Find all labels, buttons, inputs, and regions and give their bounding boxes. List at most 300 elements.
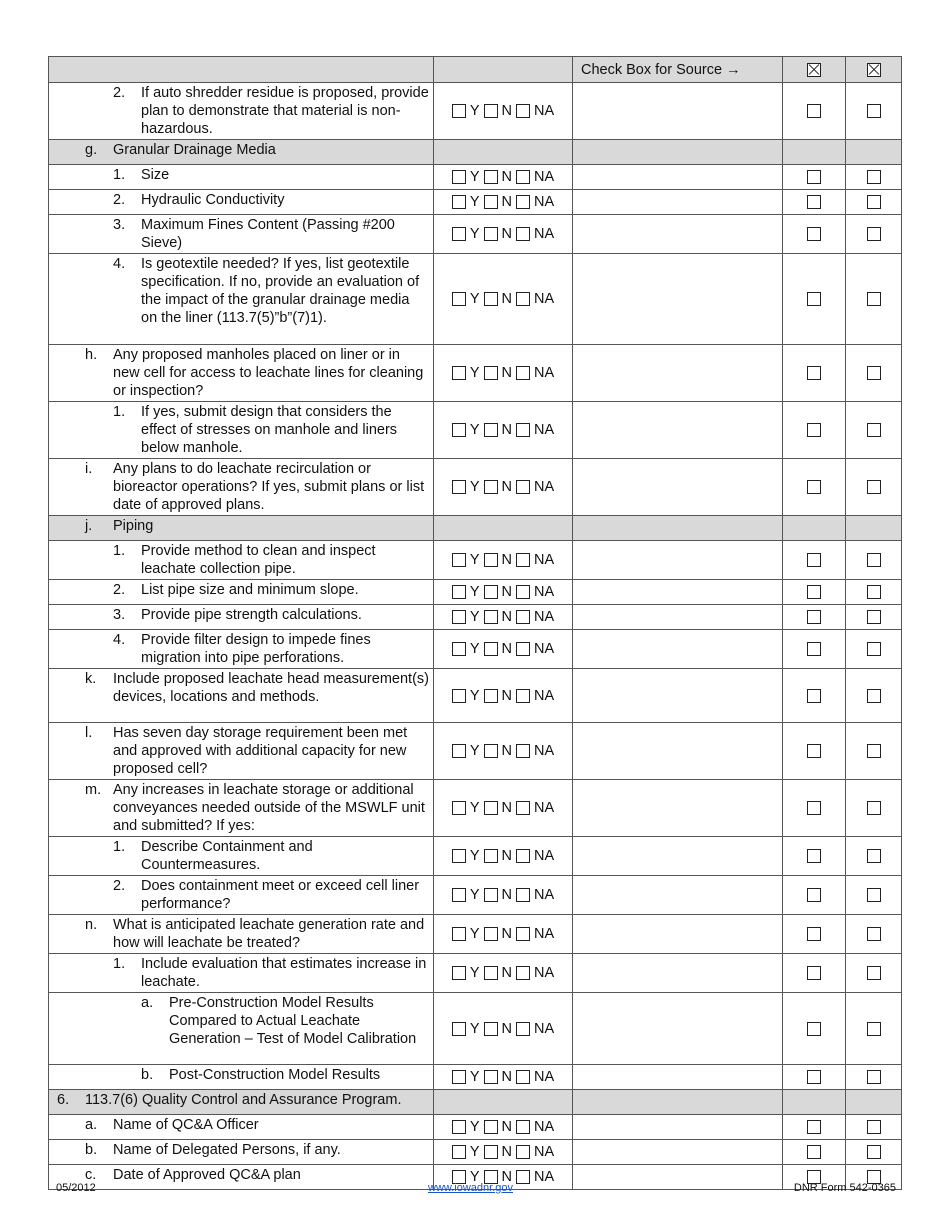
- source-notes-cell[interactable]: [573, 1165, 783, 1190]
- ynna-group: [434, 1069, 572, 1085]
- na-label: NA: [534, 609, 555, 625]
- na-checkbox[interactable]: [516, 480, 530, 494]
- source-check-cell-1: [783, 165, 846, 190]
- na-checkbox[interactable]: [516, 927, 530, 941]
- item-text-block: [49, 993, 433, 1049]
- source-checkbox-1[interactable]: [807, 292, 821, 306]
- item-description: [49, 605, 434, 630]
- item-text: Name of Delegated Persons, if any.: [113, 1142, 341, 1158]
- form-row: [49, 140, 902, 165]
- item-description: [49, 993, 434, 1065]
- source-notes-cell[interactable]: [573, 630, 783, 669]
- source-checkbox-2[interactable]: [867, 423, 881, 437]
- item-number: j.: [85, 518, 93, 534]
- na-label: NA: [534, 743, 555, 759]
- source-notes-cell[interactable]: [573, 345, 783, 402]
- item-text: Name of QC&A Officer: [113, 1117, 259, 1133]
- na-label: NA: [534, 1119, 555, 1135]
- item-description: [49, 915, 434, 954]
- source-checkbox-1[interactable]: [807, 104, 821, 118]
- source-check-cell-2: [846, 1115, 902, 1140]
- no-label: N: [501, 226, 512, 242]
- source-checkbox-1[interactable]: [807, 1022, 821, 1036]
- item-text: Any proposed manholes placed on liner or in new cell for access to leachate lines for cleaning or inspection?: [113, 347, 424, 399]
- form-row: [49, 190, 902, 215]
- na-checkbox[interactable]: [516, 1120, 530, 1134]
- source-notes-cell[interactable]: [573, 459, 783, 516]
- na-checkbox[interactable]: [516, 689, 530, 703]
- source-checkbox-1[interactable]: [807, 553, 821, 567]
- source-checkbox-2[interactable]: [867, 966, 881, 980]
- ynna-cell: [434, 1140, 573, 1165]
- source-check-cell-1: [783, 780, 846, 837]
- source-notes-cell[interactable]: [573, 993, 783, 1065]
- na-checkbox[interactable]: [516, 292, 530, 306]
- source-notes-cell[interactable]: [573, 954, 783, 993]
- form-row: [49, 402, 902, 459]
- source-checkbox-2[interactable]: [867, 195, 881, 209]
- no-label: N: [501, 291, 512, 307]
- ynna-cell: [434, 541, 573, 580]
- source-checkbox-1[interactable]: [807, 195, 821, 209]
- source-check-cell-1: [783, 915, 846, 954]
- no-checkbox[interactable]: [484, 888, 498, 902]
- footer-link[interactable]: www.iowadnr.gov: [428, 1182, 513, 1194]
- yes-checkbox[interactable]: [452, 292, 466, 306]
- source-checkbox-1[interactable]: [807, 1070, 821, 1084]
- item-text-block: [49, 876, 433, 914]
- yes-checkbox[interactable]: [452, 927, 466, 941]
- item-description: [49, 83, 434, 140]
- na-label: NA: [534, 965, 555, 981]
- no-checkbox[interactable]: [484, 849, 498, 863]
- source-check-cell-1: [783, 402, 846, 459]
- yes-checkbox[interactable]: [452, 227, 466, 241]
- item-text: If auto shredder residue is proposed, provide plan to demonstrate that material is non-hazardous.: [141, 85, 429, 137]
- source-checkbox-1[interactable]: [807, 1145, 821, 1159]
- source-notes-cell: [573, 1090, 783, 1115]
- no-checkbox[interactable]: [484, 292, 498, 306]
- no-checkbox[interactable]: [484, 1145, 498, 1159]
- source-checkbox-1[interactable]: [807, 689, 821, 703]
- no-checkbox[interactable]: [484, 195, 498, 209]
- no-label: N: [501, 641, 512, 657]
- yes-checkbox[interactable]: [452, 801, 466, 815]
- no-checkbox[interactable]: [484, 966, 498, 980]
- item-text-block: [49, 630, 433, 668]
- na-checkbox[interactable]: [516, 888, 530, 902]
- item-description: [49, 630, 434, 669]
- item-number: b.: [85, 1142, 98, 1158]
- source-notes-cell[interactable]: [573, 190, 783, 215]
- form-row: [49, 605, 902, 630]
- source-check-cell-1: [783, 723, 846, 780]
- item-text: Include proposed leachate head measurement(s) devices, locations and methods.: [113, 671, 429, 705]
- source-check-cell-2: [846, 876, 902, 915]
- form-row: [49, 876, 902, 915]
- item-text: Provide filter design to impede fines migration into pipe perforations.: [141, 632, 371, 666]
- no-label: N: [501, 687, 512, 704]
- item-number: a.: [141, 995, 154, 1011]
- no-checkbox[interactable]: [484, 553, 498, 567]
- ynna-group: [434, 479, 572, 495]
- ynna-cell: [434, 954, 573, 993]
- form-row: [49, 215, 902, 254]
- ynna-group: [434, 1119, 572, 1135]
- source-checkbox-2[interactable]: [867, 585, 881, 599]
- item-text: Pre-Construction Model Results Compared to Actual Leachate Generation – Test of Model Calibration: [169, 995, 417, 1047]
- source-checkbox-1[interactable]: [807, 849, 821, 863]
- source-checkbox-1[interactable]: [807, 966, 821, 980]
- form-row: [49, 459, 902, 516]
- source-check-cell-2: [846, 954, 902, 993]
- source-notes-cell[interactable]: [573, 876, 783, 915]
- source-check-cell-1: [783, 1090, 846, 1115]
- no-label: N: [501, 1069, 512, 1085]
- no-label: N: [501, 479, 512, 495]
- item-number: n.: [85, 917, 98, 933]
- na-label: NA: [534, 226, 555, 242]
- ynna-cell: [434, 580, 573, 605]
- item-number: i.: [85, 461, 93, 477]
- source-checkbox-2[interactable]: [867, 227, 881, 241]
- source-checkbox-1[interactable]: [807, 366, 821, 380]
- na-checkbox[interactable]: [516, 585, 530, 599]
- yes-checkbox[interactable]: [452, 366, 466, 380]
- no-label: N: [501, 926, 512, 942]
- source-checkbox-2[interactable]: [867, 292, 881, 306]
- source-checkbox-1[interactable]: [807, 610, 821, 624]
- source-checkbox-2[interactable]: [867, 170, 881, 184]
- na-checkbox[interactable]: [516, 801, 530, 815]
- source-check-cell-1: [783, 1140, 846, 1165]
- source-label: [573, 57, 783, 83]
- source-notes-cell[interactable]: [573, 402, 783, 459]
- source-checkbox-2[interactable]: [867, 480, 881, 494]
- yes-checkbox[interactable]: [452, 553, 466, 567]
- yes-checkbox[interactable]: [452, 888, 466, 902]
- item-text: Any plans to do leachate recirculation or bioreactor operations? If yes, submit plans or list date of approved plans.: [113, 461, 425, 513]
- no-label: N: [501, 1169, 512, 1185]
- na-label: NA: [534, 365, 555, 381]
- no-checkbox[interactable]: [484, 801, 498, 815]
- source-check-cell-2: [846, 402, 902, 459]
- ynna-cell: [434, 669, 573, 723]
- ynna-cell: [434, 1065, 573, 1090]
- yes-checkbox[interactable]: [452, 480, 466, 494]
- yes-checkbox[interactable]: [452, 1070, 466, 1084]
- yes-checkbox[interactable]: [452, 170, 466, 184]
- source-check-cell-2: [846, 541, 902, 580]
- form-row: [49, 516, 902, 541]
- source-checkbox-2[interactable]: [867, 1120, 881, 1134]
- source-check-cell-1: [783, 1065, 846, 1090]
- na-checkbox[interactable]: [516, 104, 530, 118]
- no-checkbox[interactable]: [484, 927, 498, 941]
- yes-checkbox[interactable]: [452, 104, 466, 118]
- na-checkbox[interactable]: [516, 553, 530, 567]
- source-notes-cell[interactable]: [573, 83, 783, 140]
- source-notes-cell[interactable]: [573, 541, 783, 580]
- source-notes-cell[interactable]: [573, 1140, 783, 1165]
- ynna-cell: [434, 402, 573, 459]
- ynna-group: [434, 848, 572, 864]
- source-checkbox-1[interactable]: [807, 480, 821, 494]
- na-checkbox[interactable]: [516, 1145, 530, 1159]
- source-checkbox-1[interactable]: [807, 888, 821, 902]
- item-description: [49, 1165, 434, 1190]
- yes-label: Y: [469, 800, 480, 816]
- source-checkbox-2[interactable]: [867, 849, 881, 863]
- yes-checkbox[interactable]: [452, 849, 466, 863]
- item-number: k.: [85, 671, 97, 687]
- no-checkbox[interactable]: [484, 585, 498, 599]
- source-checkbox-1[interactable]: [807, 801, 821, 815]
- yes-label: Y: [469, 848, 480, 864]
- source-check-cell-2: [846, 345, 902, 402]
- na-label: NA: [534, 800, 555, 816]
- source-notes-cell[interactable]: [573, 837, 783, 876]
- form-row: [49, 954, 902, 993]
- na-checkbox[interactable]: [516, 1070, 530, 1084]
- na-checkbox[interactable]: [516, 195, 530, 209]
- no-checkbox[interactable]: [484, 642, 498, 656]
- yes-checkbox[interactable]: [452, 689, 466, 703]
- item-text-block: [49, 723, 433, 779]
- na-label: NA: [534, 479, 555, 495]
- no-checkbox[interactable]: [484, 1070, 498, 1084]
- no-checkbox[interactable]: [484, 1120, 498, 1134]
- source-checkbox-1[interactable]: [807, 227, 821, 241]
- ynna-group: [434, 365, 572, 381]
- ynna-cell: [434, 993, 573, 1065]
- yes-checkbox[interactable]: [452, 1022, 466, 1036]
- item-number: 1.: [113, 167, 126, 183]
- ynna-group: [434, 1021, 572, 1037]
- na-checkbox[interactable]: [516, 1022, 530, 1036]
- source-check-cell-1: [783, 459, 846, 516]
- source-checkbox-1[interactable]: [807, 744, 821, 758]
- ynna-cell: [434, 190, 573, 215]
- form-row: [49, 993, 902, 1065]
- no-checkbox[interactable]: [484, 227, 498, 241]
- ynna-cell: [434, 215, 573, 254]
- item-text-block: [49, 780, 433, 836]
- yes-label: Y: [469, 365, 480, 381]
- yes-label: Y: [469, 1119, 480, 1135]
- item-text-block: [49, 1090, 433, 1110]
- ynna-cell: [434, 1090, 573, 1115]
- source-notes-cell: [573, 140, 783, 165]
- item-number: 1.: [113, 404, 126, 420]
- source-checkbox-2[interactable]: [867, 888, 881, 902]
- item-number: c.: [85, 1167, 97, 1183]
- source-checkbox-1[interactable]: [807, 585, 821, 599]
- yes-label: Y: [469, 1069, 480, 1085]
- item-description: [49, 541, 434, 580]
- source-notes-cell[interactable]: [573, 215, 783, 254]
- item-number: 2.: [113, 85, 126, 101]
- source-notes-cell[interactable]: [573, 1065, 783, 1090]
- item-text-block: [49, 915, 433, 953]
- source-notes-cell[interactable]: [573, 254, 783, 345]
- source-check-cell-1: [783, 669, 846, 723]
- source-notes-cell: [573, 516, 783, 541]
- na-label: NA: [534, 584, 555, 600]
- item-text: What is anticipated leachate generation rate and how will leachate be treated?: [113, 917, 425, 951]
- source-notes-cell[interactable]: [573, 605, 783, 630]
- checked-box-icon[interactable]: [867, 63, 881, 77]
- ynna-group: [434, 169, 572, 185]
- ynna-group: [434, 926, 572, 942]
- yes-checkbox[interactable]: [452, 1145, 466, 1159]
- source-check-cell-1: [783, 541, 846, 580]
- source-check-cell-2: [846, 83, 902, 140]
- source-checkbox-2[interactable]: [867, 642, 881, 656]
- na-checkbox[interactable]: [516, 744, 530, 758]
- item-text: Provide pipe strength calculations.: [141, 607, 362, 623]
- source-notes-cell[interactable]: [573, 1115, 783, 1140]
- ynna-cell: [434, 83, 573, 140]
- item-description: [49, 1065, 434, 1090]
- source-notes-cell[interactable]: [573, 780, 783, 837]
- na-label: NA: [534, 1069, 555, 1085]
- yes-checkbox[interactable]: [452, 195, 466, 209]
- item-text: Any increases in leachate storage or additional conveyances needed outside of the MSWLF unit and submitted? If yes:: [113, 782, 425, 834]
- no-checkbox[interactable]: [484, 689, 498, 703]
- na-checkbox[interactable]: [516, 610, 530, 624]
- source-checkbox-2[interactable]: [867, 744, 881, 758]
- source-checkbox-1[interactable]: [807, 423, 821, 437]
- item-number: 2.: [113, 192, 126, 208]
- item-description: [49, 254, 434, 345]
- na-checkbox[interactable]: [516, 366, 530, 380]
- form-row: [49, 345, 902, 402]
- source-checkbox-2[interactable]: [867, 1070, 881, 1084]
- source-checkbox-2[interactable]: [867, 1022, 881, 1036]
- item-text-block: [49, 954, 433, 992]
- yes-checkbox[interactable]: [452, 744, 466, 758]
- na-checkbox[interactable]: [516, 849, 530, 863]
- na-label: NA: [534, 291, 555, 307]
- source-checkbox-2[interactable]: [867, 1145, 881, 1159]
- no-checkbox[interactable]: [484, 366, 498, 380]
- ynna-group: [434, 688, 572, 704]
- no-label: N: [501, 1020, 512, 1037]
- source-notes-cell[interactable]: [573, 723, 783, 780]
- source-checkbox-1[interactable]: [807, 642, 821, 656]
- item-description: [49, 1115, 434, 1140]
- no-checkbox[interactable]: [484, 1022, 498, 1036]
- item-description: [49, 459, 434, 516]
- source-notes-cell[interactable]: [573, 915, 783, 954]
- yes-checkbox[interactable]: [452, 423, 466, 437]
- item-text-block: [49, 165, 433, 185]
- no-checkbox[interactable]: [484, 423, 498, 437]
- source-checkbox-1[interactable]: [807, 927, 821, 941]
- item-description: [49, 215, 434, 254]
- yes-checkbox[interactable]: [452, 610, 466, 624]
- no-label: N: [501, 422, 512, 438]
- source-check-cell-2: [846, 837, 902, 876]
- item-text-block: [49, 1065, 433, 1085]
- item-text-block: [49, 516, 433, 536]
- ynna-cell: [434, 165, 573, 190]
- item-number: 2.: [113, 582, 126, 598]
- source-checkbox-2[interactable]: [867, 927, 881, 941]
- header-row: [49, 57, 902, 83]
- yes-checkbox[interactable]: [452, 585, 466, 599]
- source-check-cell-1: [783, 1115, 846, 1140]
- na-checkbox[interactable]: [516, 642, 530, 656]
- ynna-cell: [434, 837, 573, 876]
- form-row: [49, 580, 902, 605]
- na-label: NA: [534, 1020, 555, 1037]
- item-number: 4.: [113, 632, 126, 648]
- source-notes-cell[interactable]: [573, 165, 783, 190]
- item-number: l.: [85, 725, 93, 741]
- yes-checkbox[interactable]: [452, 642, 466, 656]
- source-check-cell-2: [846, 605, 902, 630]
- na-checkbox[interactable]: [516, 1170, 530, 1184]
- form-row: [49, 254, 902, 345]
- na-checkbox[interactable]: [516, 966, 530, 980]
- header-blank-2: [434, 57, 573, 83]
- checked-box-icon[interactable]: [807, 63, 821, 77]
- source-checkbox-2[interactable]: [867, 104, 881, 118]
- no-checkbox[interactable]: [484, 104, 498, 118]
- ynna-group: [434, 584, 572, 600]
- no-label: N: [501, 365, 512, 381]
- item-text-block: [49, 541, 433, 579]
- yes-label: Y: [469, 479, 480, 495]
- source-checkbox-2[interactable]: [867, 553, 881, 567]
- yes-checkbox[interactable]: [452, 966, 466, 980]
- source-notes-cell[interactable]: [573, 669, 783, 723]
- source-check-cell-1: [783, 345, 846, 402]
- yes-label: Y: [469, 1144, 480, 1160]
- ynna-group: [434, 552, 572, 568]
- ynna-group: [434, 743, 572, 759]
- source-checkbox-1[interactable]: [807, 170, 821, 184]
- item-text: Maximum Fines Content (Passing #200 Sieve): [141, 217, 395, 251]
- source-checkbox-2[interactable]: [867, 366, 881, 380]
- source-checkbox-2[interactable]: [867, 801, 881, 815]
- source-check-cell-2: [846, 459, 902, 516]
- no-checkbox[interactable]: [484, 480, 498, 494]
- source-notes-cell[interactable]: [573, 580, 783, 605]
- no-checkbox[interactable]: [484, 744, 498, 758]
- yes-checkbox[interactable]: [452, 1120, 466, 1134]
- item-text: Granular Drainage Media: [113, 142, 276, 158]
- na-label: NA: [534, 848, 555, 864]
- item-text: List pipe size and minimum slope.: [141, 582, 359, 598]
- yes-label: Y: [469, 743, 480, 759]
- na-checkbox[interactable]: [516, 423, 530, 437]
- no-checkbox[interactable]: [484, 610, 498, 624]
- source-checkbox-1[interactable]: [807, 1120, 821, 1134]
- na-label: NA: [534, 687, 555, 704]
- na-checkbox[interactable]: [516, 170, 530, 184]
- source-checkbox-2[interactable]: [867, 610, 881, 624]
- no-checkbox[interactable]: [484, 170, 498, 184]
- source-check-cell-2: [846, 630, 902, 669]
- source-check-cell-2: [846, 215, 902, 254]
- na-label: NA: [534, 1169, 555, 1185]
- source-checkbox-2[interactable]: [867, 689, 881, 703]
- source-check-cell-1: [783, 190, 846, 215]
- na-checkbox[interactable]: [516, 227, 530, 241]
